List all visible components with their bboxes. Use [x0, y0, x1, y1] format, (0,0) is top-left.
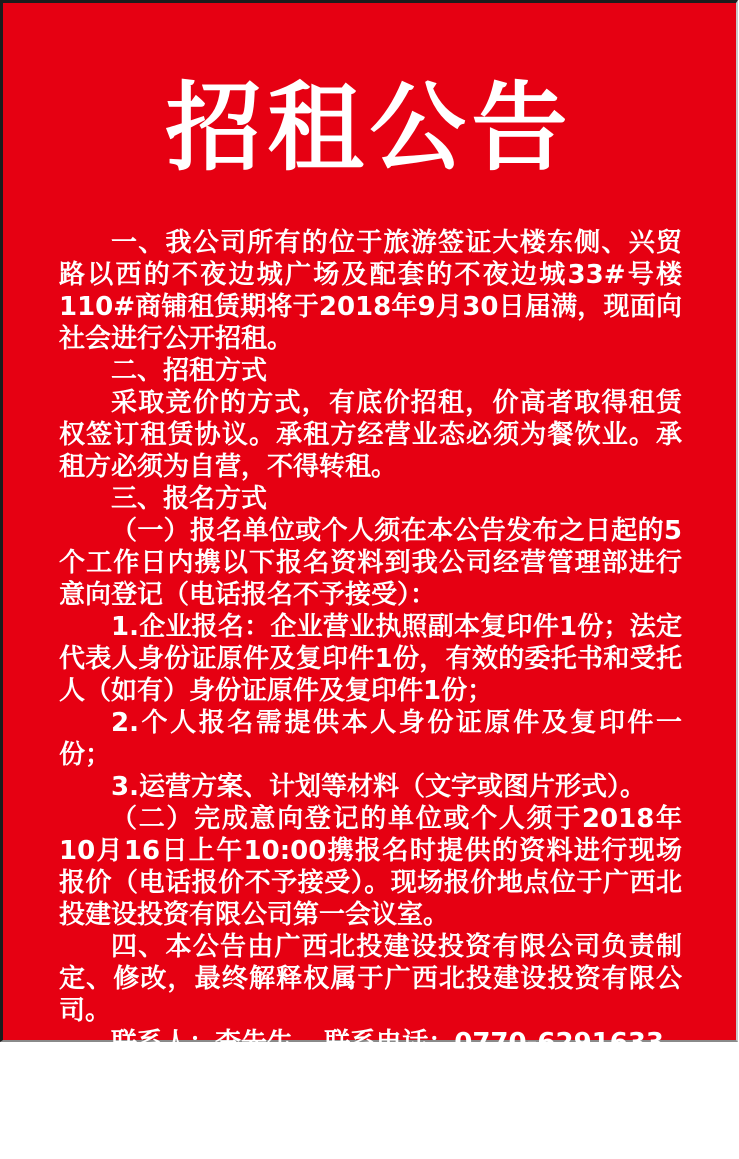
- section-heading-3: 三、报名方式: [111, 484, 268, 515]
- announcement-item-1: 1.企业报名：企业营业执照副本复印件1份；法定代表人身份证原件及复印件1份，有效的委托书和受托人（如有）身份证原件及复印件1份；: [59, 612, 682, 707]
- announcement-paragraph-4: 四、本公告由广西北投建设投资有限公司负责制定、修改，最终解释权属于广西北投建设投资有限公司。: [59, 932, 682, 1027]
- announcement-body: [3, 227, 736, 1027]
- contact-person: 李先生: [215, 1028, 294, 1059]
- announcement-paragraph-1: 一、我公司所有的位于旅游签证大楼东侧、兴贸路以西的不夜边城广场及配套的不夜边城33#号楼110#商铺租赁期将于2018年9月30日届满，现面向社会进行公开招租。: [59, 228, 682, 355]
- announcement-paragraph-3-1: （一）报名单位或个人须在本公告发布之日起的5个工作日内携以下报名资料到我公司经营管理部进行意向登记（电话报名不予接受）：: [59, 516, 682, 611]
- announcement-paragraph-2: 采取竞价的方式，有底价招租，价高者取得租赁权签订租赁协议。承租方经营业态必须为餐饮业。承租方必须为自营，不得转租。: [59, 388, 682, 483]
- poster-title: 招租公告: [165, 71, 574, 184]
- section-heading-2: 二、招租方式: [111, 356, 268, 387]
- announcement-item-3: 3.运营方案、计划等材料（文字或图片形式）。: [111, 772, 646, 803]
- announcement-item-2: 2.个人报名需提供本人身份证原件及复印件一份；: [59, 708, 682, 771]
- contact-person-label: 联系人：: [111, 1028, 216, 1059]
- signature-block: [360, 1091, 684, 1159]
- contact-phone-label: 联系电话：: [324, 1028, 455, 1059]
- contact-phone: 0770-6291633: [454, 1028, 665, 1059]
- signature-company: 广西北投建设投资有限公司: [360, 1092, 684, 1124]
- signature-date: 2018年9月30日: [415, 1126, 629, 1158]
- contact-line: [3, 1027, 736, 1059]
- announcement-paragraph-3-2: （二）完成意向登记的单位或个人须于2018年10月16日上午10:00携报名时提供的资料进行现场报价（电话报价不予接受）。现场报价地点位于广西北投建设投资有限公司第一会议室。: [59, 804, 682, 931]
